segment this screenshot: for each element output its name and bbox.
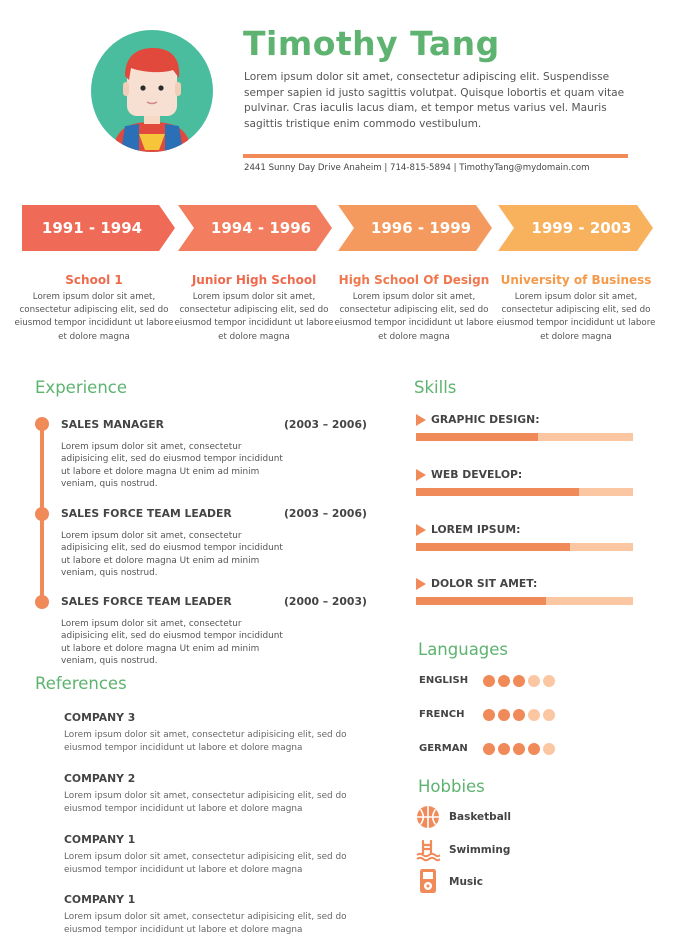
- school-name: High School Of Design: [338, 273, 490, 287]
- skill-bar-fill: [416, 543, 570, 551]
- reference-company: COMPANY 2: [64, 772, 136, 785]
- rating-dot-filled: [483, 709, 495, 721]
- reference-description: Lorem ipsum dolor sit amet, consectetur adipisicing elit, sed do eiusmod tempor incididunt ut labore et dolore magna: [64, 912, 347, 935]
- music-player-icon: [416, 869, 440, 893]
- school-description: Lorem ipsum dolor sit amet, consectetur adipiscing elit, sed do eiusmod tempor incididunt ut labore et dolore magna: [14, 292, 174, 342]
- skill-bar: [416, 433, 633, 441]
- rating-dot-empty: [543, 743, 555, 755]
- language-rating: [483, 675, 555, 687]
- rating-dot-empty: [543, 675, 555, 687]
- reference-description: Lorem ipsum dolor sit amet, consectetur adipisicing elit, sed do eiusmod tempor incididunt ut labore et dolore magna: [64, 791, 347, 814]
- timeline-arrow-4: [498, 205, 653, 251]
- timeline-arrow-1: [22, 205, 175, 251]
- triangle-bullet-icon: [416, 469, 426, 481]
- job-description: Lorem ipsum dolor sit amet, consectetur adipisicing elit, sed do eiusmod tempor incididunt ut labore et dolore magna Ut enim ad minim veniam, quis nostrud.: [61, 442, 283, 489]
- job-description: Lorem ipsum dolor sit amet, consectetur adipisicing elit, sed do eiusmod tempor incididunt ut labore et dolore magna Ut enim ad minim veniam, quis nostrud.: [61, 531, 283, 578]
- reference-description: Lorem ipsum dolor sit amet, consectetur adipisicing elit, sed do eiusmod tempor incididunt ut labore et dolore magna: [64, 730, 347, 753]
- skills-heading: Skills: [414, 378, 457, 397]
- rating-dot-filled: [483, 743, 495, 755]
- job-dates: (2003 – 2006): [284, 418, 367, 431]
- swimming-icon: [416, 838, 440, 862]
- language-rating: [483, 743, 555, 755]
- rating-dot-filled: [483, 675, 495, 687]
- timeline-arrow-2: [178, 205, 332, 251]
- hobbies-heading: Hobbies: [418, 777, 485, 796]
- education-item: [495, 273, 657, 344]
- skill-bar: [416, 543, 633, 551]
- rating-dot-filled: [513, 709, 525, 721]
- triangle-bullet-icon: [416, 524, 426, 536]
- language-rating: [483, 709, 555, 721]
- skill-bar-fill: [416, 433, 538, 441]
- school-description: Lorem ipsum dolor sit amet, consectetur adipiscing elit, sed do eiusmod tempor incididunt ut labore et dolore magna: [496, 292, 656, 342]
- timeline-period: 1994 - 1996: [210, 219, 312, 237]
- reference-company: COMPANY 1: [64, 893, 136, 906]
- profile-summary: Lorem ipsum dolor sit amet, consectetur adipiscing elit. Suspendisse semper sapien id justo sagittis volutpat. Quisque lobortis et quam vitae pulvinar. Cras iaculis lacus diam, et tempor metus varius vel. Mauris sagittis tristique enim commodo vestibulum.: [244, 71, 625, 130]
- skill-name: DOLOR SIT AMET:: [431, 577, 538, 590]
- basketball-icon: [416, 805, 440, 829]
- timeline-period: 1991 - 1994: [41, 219, 143, 237]
- education-item: [13, 273, 175, 344]
- job-title: SALES MANAGER: [61, 418, 164, 431]
- education-item: [333, 273, 495, 344]
- reference-description: Lorem ipsum dolor sit amet, consectetur adipisicing elit, sed do eiusmod tempor incididunt ut labore et dolore magna: [64, 852, 347, 875]
- avatar: [91, 30, 213, 152]
- rating-dot-empty: [528, 709, 540, 721]
- rating-dot-filled: [498, 709, 510, 721]
- school-description: Lorem ipsum dolor sit amet, consectetur adipiscing elit, sed do eiusmod tempor incididunt ut labore et dolore magna: [174, 292, 334, 342]
- timeline-arrow-3: [338, 205, 492, 251]
- rating-dot-empty: [528, 675, 540, 687]
- school-name: University of Business: [500, 273, 652, 287]
- skill-bar: [416, 488, 633, 496]
- experience-dot: [35, 507, 49, 521]
- rating-dot-filled: [513, 743, 525, 755]
- job-description: Lorem ipsum dolor sit amet, consectetur adipisicing elit, sed do eiusmod tempor incididunt ut labore et dolore magna Ut enim ad minim veniam, quis nostrud.: [61, 619, 283, 666]
- experience-dot: [35, 595, 49, 609]
- reference-company: COMPANY 3: [64, 711, 136, 724]
- school-description: Lorem ipsum dolor sit amet, consectetur adipiscing elit, sed do eiusmod tempor incididunt ut labore et dolore magna: [334, 292, 494, 342]
- superhero-avatar-icon: [91, 30, 213, 152]
- rating-dot-empty: [543, 709, 555, 721]
- education-item: [173, 273, 335, 344]
- language-name: ENGLISH: [419, 675, 469, 686]
- hobby-name: Basketball: [449, 811, 511, 823]
- skill-name: GRAPHIC DESIGN:: [431, 413, 540, 426]
- header-divider: [243, 154, 628, 158]
- experience-heading: Experience: [35, 378, 128, 397]
- job-title: SALES FORCE TEAM LEADER: [61, 595, 232, 608]
- experience-dot: [35, 417, 49, 431]
- contact-info: 2441 Sunny Day Drive Anaheim | 714-815-5894 | TimothyTang@mydomain.com: [244, 163, 590, 173]
- timeline-period: 1996 - 1999: [370, 219, 472, 237]
- skill-name: LOREM IPSUM:: [431, 523, 521, 536]
- person-name: Timothy Tang: [243, 24, 500, 63]
- job-dates: (2003 – 2006): [284, 507, 367, 520]
- skill-bar-fill: [416, 488, 579, 496]
- languages-heading: Languages: [418, 640, 509, 659]
- rating-dot-filled: [498, 675, 510, 687]
- triangle-bullet-icon: [416, 578, 426, 590]
- job-dates: (2000 – 2003): [284, 595, 367, 608]
- skill-bar-fill: [416, 597, 546, 605]
- timeline-period: 1999 - 2003: [531, 219, 632, 237]
- hobby-name: Music: [449, 876, 483, 888]
- skill-bar: [416, 597, 633, 605]
- hobby-name: Swimming: [449, 844, 511, 856]
- rating-dot-filled: [498, 743, 510, 755]
- language-name: GERMAN: [419, 743, 468, 754]
- school-name: Junior High School: [191, 273, 317, 287]
- job-title: SALES FORCE TEAM LEADER: [61, 507, 232, 520]
- school-name: School 1: [65, 273, 123, 287]
- language-name: FRENCH: [419, 709, 465, 720]
- reference-company: COMPANY 1: [64, 833, 136, 846]
- triangle-bullet-icon: [416, 414, 426, 426]
- rating-dot-filled: [528, 743, 540, 755]
- skill-name: WEB DEVELOP:: [431, 468, 523, 481]
- rating-dot-filled: [513, 675, 525, 687]
- references-heading: References: [35, 674, 127, 693]
